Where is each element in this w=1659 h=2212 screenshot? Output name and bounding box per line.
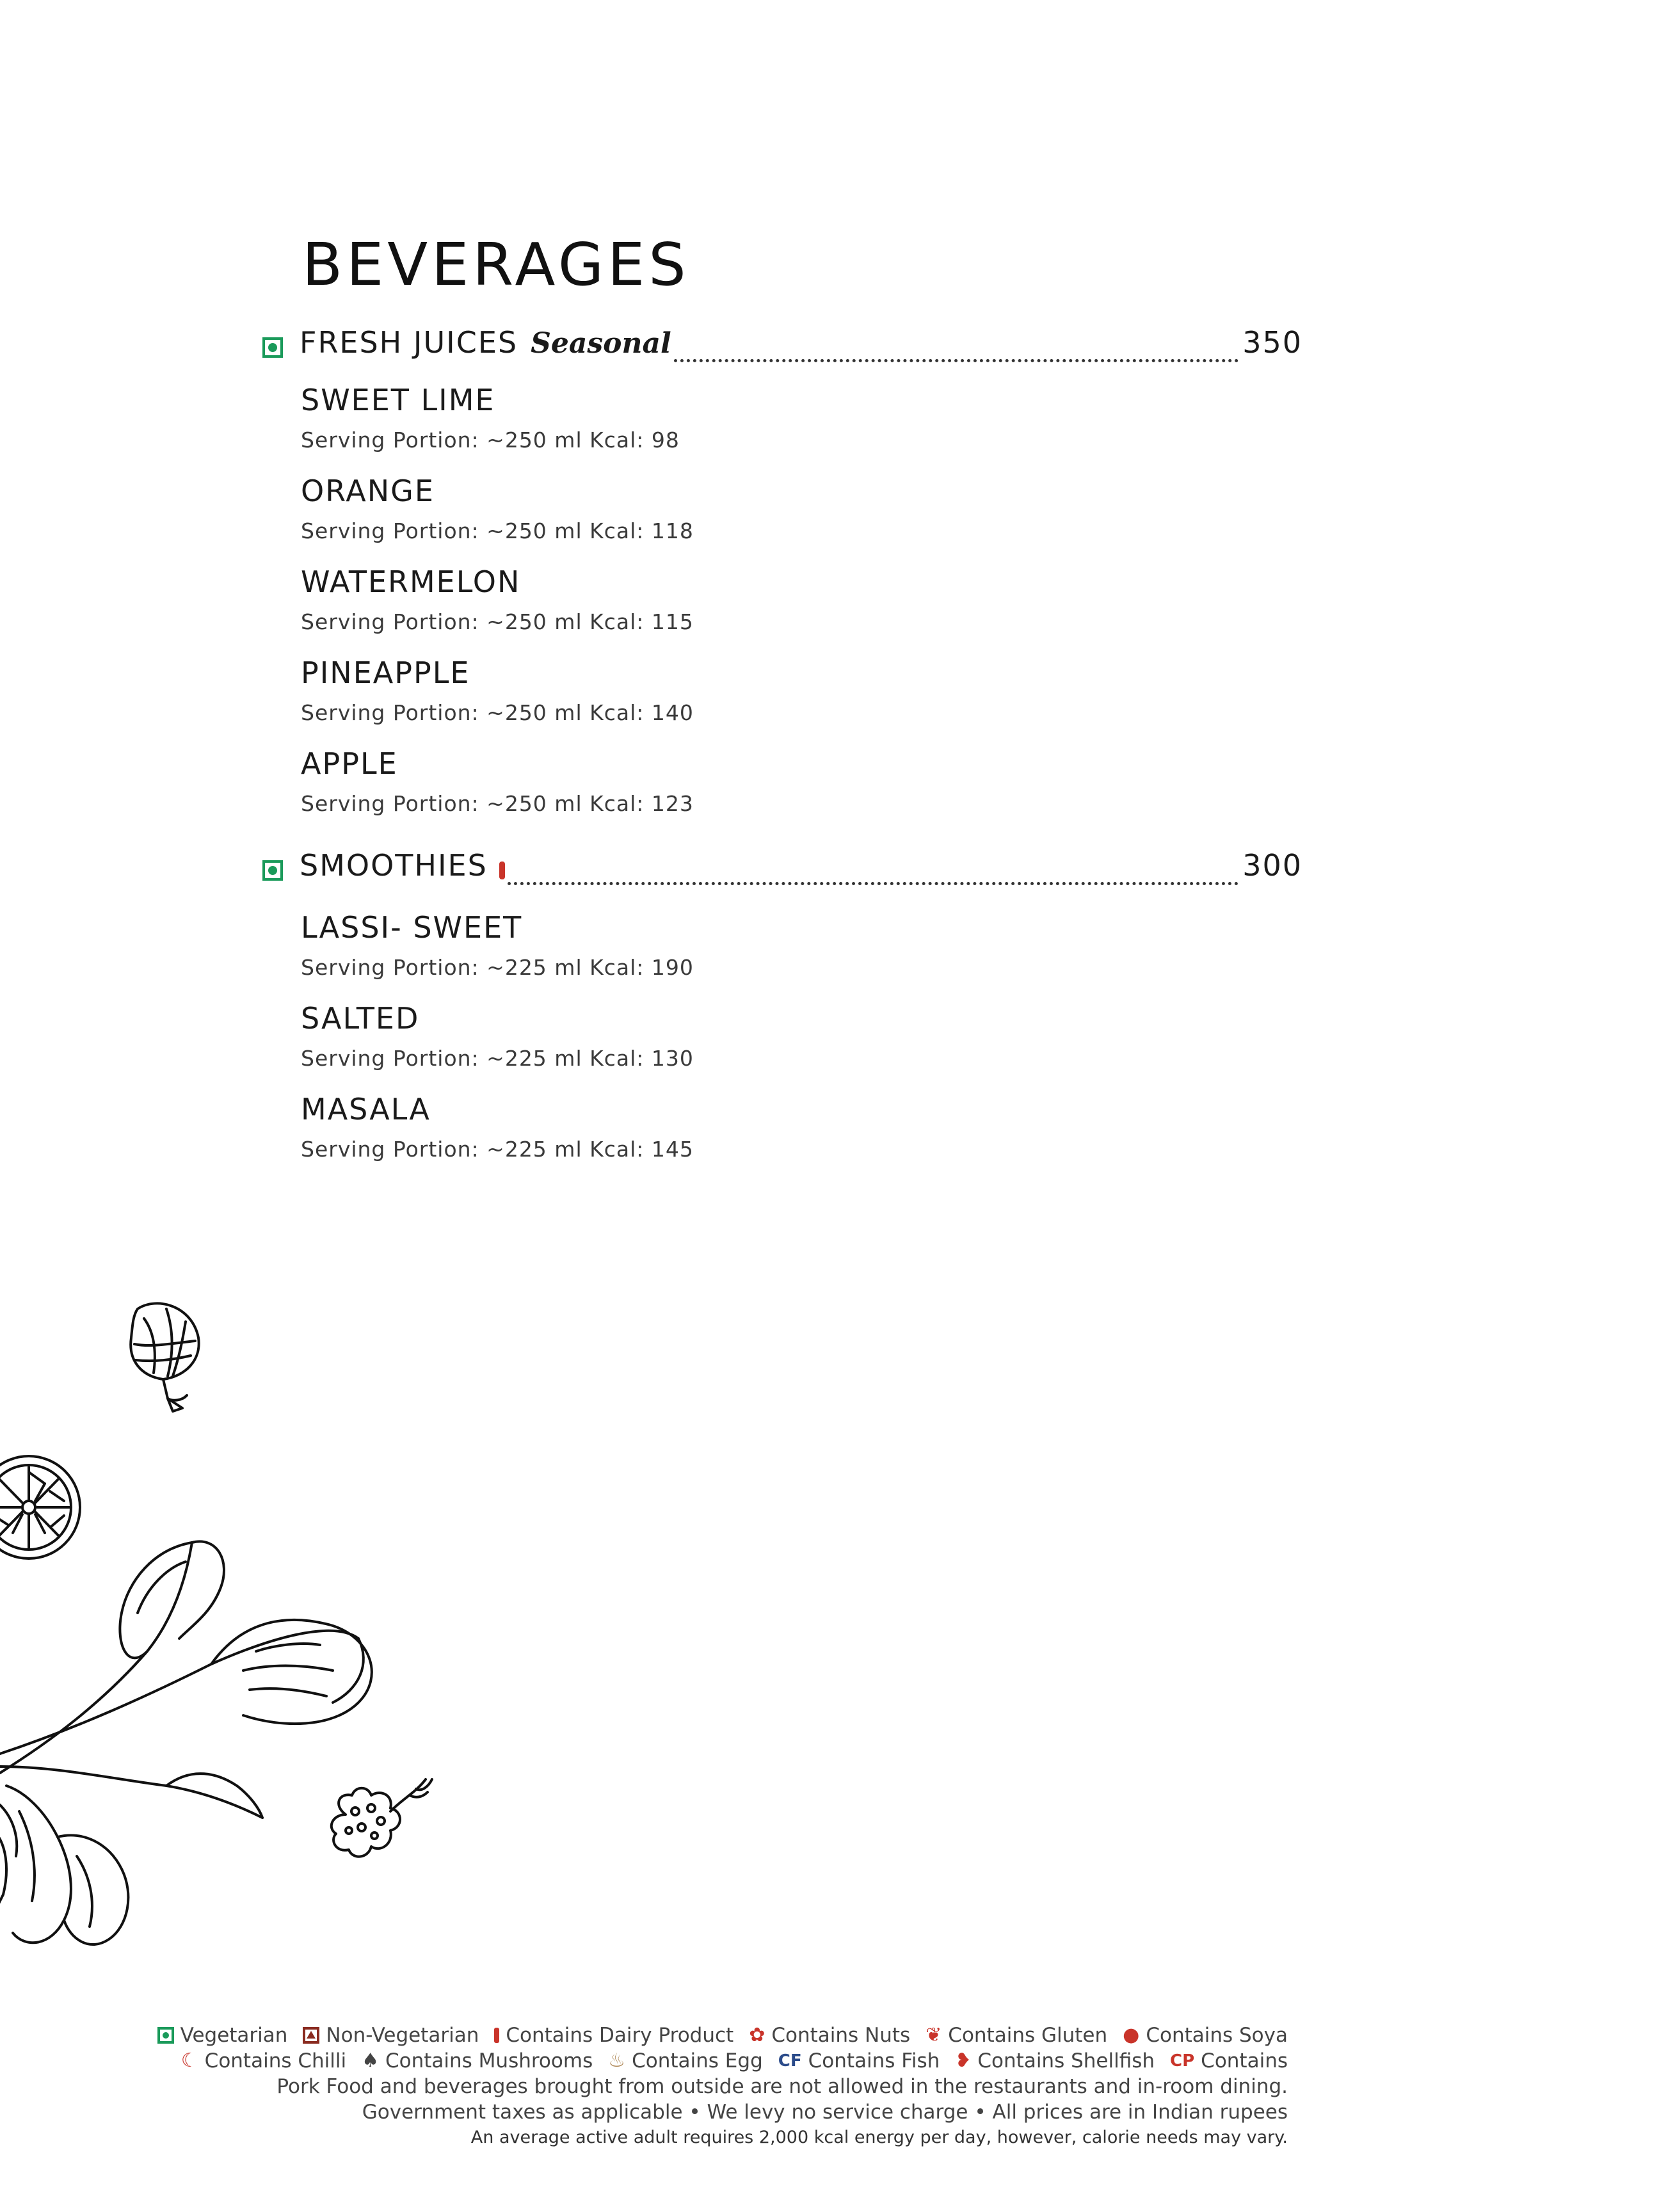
- menu-item-name: MASALA: [301, 1092, 431, 1126]
- page-title: BEVERAGES: [302, 230, 690, 299]
- menu-item-meta: Serving Portion: ~225 ml Kcal: 130: [301, 1046, 694, 1071]
- menu-item-meta: Serving Portion: ~225 ml Kcal: 145: [301, 1137, 694, 1162]
- veg-icon: [157, 2027, 174, 2044]
- legend-label: Contains Mushrooms: [385, 2049, 593, 2072]
- veg-icon: [262, 337, 283, 358]
- menu-item-name: ORANGE: [301, 474, 435, 508]
- section-price: 350: [1242, 325, 1302, 360]
- legend-row-2: [136, 2048, 1288, 2074]
- section-header-fresh-juices: [262, 325, 1302, 370]
- legend-label: Contains Gluten: [948, 2024, 1108, 2047]
- chilli-icon: ☾: [180, 2049, 198, 2072]
- mushroom-icon: ♠: [362, 2049, 379, 2072]
- dot-leader: [508, 881, 1238, 885]
- egg-icon: ♨: [608, 2049, 626, 2072]
- leafy-greens-icon: [0, 1541, 372, 1944]
- dairy-icon: [499, 862, 505, 879]
- section-header-smoothies: [262, 848, 1302, 893]
- menu-item-meta: Serving Portion: ~250 ml Kcal: 118: [301, 518, 694, 543]
- fish-code: CF: [778, 2051, 802, 2071]
- soya-icon: ●: [1123, 2024, 1140, 2046]
- legend-label: Contains Soya: [1146, 2024, 1288, 2047]
- menu-item-meta: Serving Portion: ~225 ml Kcal: 190: [301, 955, 694, 980]
- seasonal-tag: Seasonal: [531, 327, 671, 360]
- legend-label: Contains Chilli: [204, 2049, 347, 2072]
- menu-item-name: APPLE: [301, 746, 398, 781]
- legend-label: Contains: [1201, 2049, 1288, 2072]
- cauliflower-icon: [332, 1779, 432, 1857]
- section-name: FRESH JUICES: [300, 325, 518, 360]
- section-name: SMOOTHIES: [300, 848, 488, 883]
- menu-item-meta: Serving Portion: ~250 ml Kcal: 123: [301, 791, 694, 816]
- gluten-icon: ❦: [926, 2024, 942, 2046]
- dot-leader: [674, 358, 1238, 362]
- legend-label: Vegetarian: [180, 2024, 288, 2047]
- legend-label: Non-Vegetarian: [326, 2024, 479, 2047]
- legend-label: Contains Egg: [632, 2049, 763, 2072]
- note-outside-food: Pork Food and beverages brought from outside are not allowed in the restaurants and in-room dining.: [276, 2075, 1288, 2098]
- note-calories: An average active adult requires 2,000 kcal energy per day, however, calorie needs may vary.: [470, 2128, 1288, 2147]
- legend-row-1: [136, 2023, 1288, 2048]
- note-taxes: Government taxes as applicable • We levy no service charge • All prices are in Indian rupees: [362, 2101, 1288, 2124]
- veg-icon: [262, 860, 283, 881]
- non-veg-icon: [303, 2027, 319, 2044]
- legend-label: Contains Nuts: [771, 2024, 911, 2047]
- legend-label: Contains Dairy Product: [506, 2024, 734, 2047]
- menu-item-name: WATERMELON: [301, 565, 521, 599]
- menu-item-name: SALTED: [301, 1001, 420, 1036]
- botanical-illustration: [0, 1280, 461, 1959]
- menu-item-name: SWEET LIME: [301, 383, 495, 417]
- allergen-legend: [136, 2023, 1288, 2151]
- legend-label: Contains Fish: [808, 2049, 940, 2072]
- dairy-icon: [494, 2028, 499, 2043]
- legend-label: Contains Shellfish: [977, 2049, 1155, 2072]
- section-price: 300: [1242, 848, 1302, 883]
- menu-item-meta: Serving Portion: ~250 ml Kcal: 140: [301, 700, 694, 725]
- pork-code: CP: [1170, 2051, 1195, 2071]
- lemon-slice-icon: [0, 1456, 80, 1559]
- shellfish-icon: ❥: [955, 2049, 972, 2072]
- menu-item-meta: Serving Portion: ~250 ml Kcal: 115: [301, 609, 694, 634]
- menu-item-name: PINEAPPLE: [301, 655, 470, 690]
- menu-item-name: LASSI- SWEET: [301, 910, 523, 945]
- menu-item-meta: Serving Portion: ~250 ml Kcal: 98: [301, 428, 680, 453]
- nuts-icon: ✿: [749, 2024, 765, 2046]
- artichoke-icon: [131, 1303, 198, 1411]
